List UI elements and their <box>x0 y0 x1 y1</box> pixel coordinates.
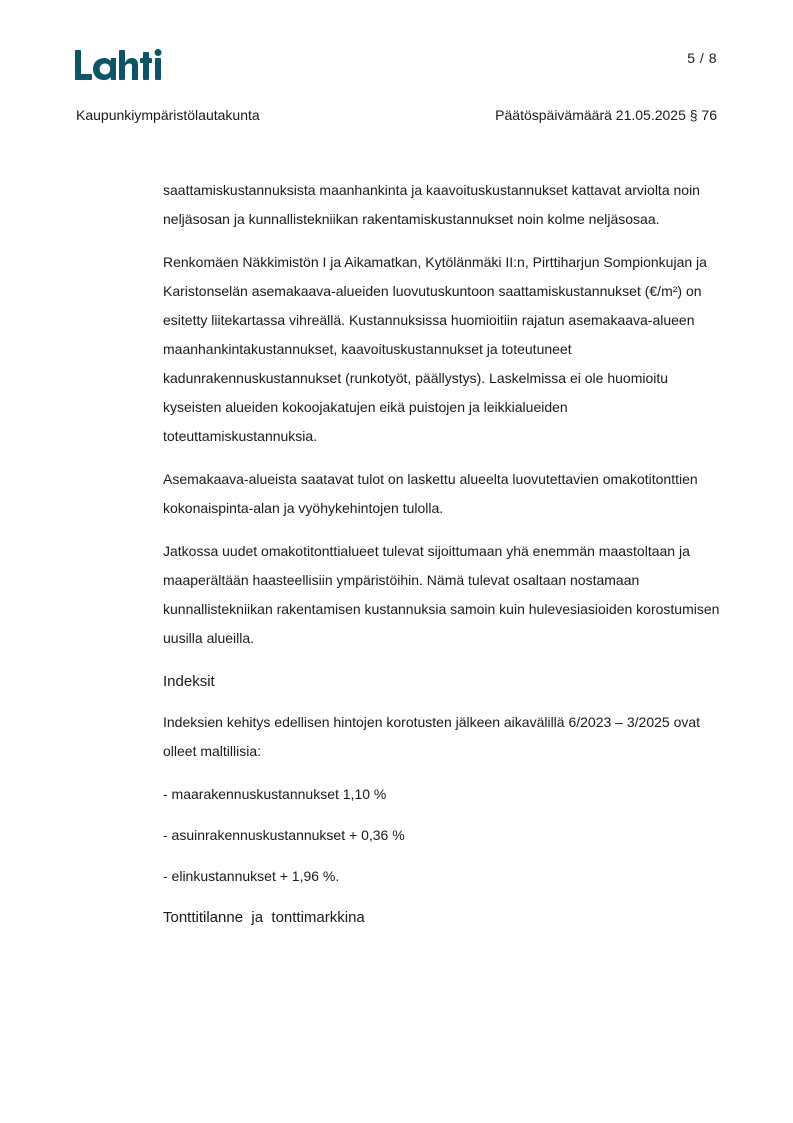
decision-date: Päätöspäivämäärä 21.05.2025 § 76 <box>495 107 717 123</box>
paragraph: saattamiskustannuksista maanhankinta ja kaavoituskustannukset kattavat arviolta noin neljäsosan ja kunnallistekniikan rakentamiskustannukset noin kolme neljäsosaa. <box>163 182 700 227</box>
document-body <box>163 176 723 944</box>
paragraph: Indeksien kehitys edellisen hintojen korotusten jälkeen aikavälillä 6/2023 – 3/2025 ovat olleet maltillisia: <box>163 714 701 759</box>
paragraph: Asemakaava-alueista saatavat tulot on laskettu alueelta luovutettavien omakotitonttien kokonaispinta-alan ja vyöhykehintojen tulolla. <box>163 471 698 516</box>
list-item: - asuinrakennuskustannukset + 0,36 % <box>163 827 405 843</box>
list-item: - elinkustannukset + 1,96 %. <box>163 868 340 884</box>
committee-name: Kaupunkiympäristölautakunta <box>76 107 260 123</box>
lahti-logo <box>75 48 167 82</box>
paragraph: Jatkossa uudet omakotitonttialueet tulevat sijoittumaan yhä enemmän maastoltaan ja maaperältään haasteellisiin ympäristöihin. Nämä tulevat osaltaan nostamaan kunnallistekniikan rakentamisen kustannuksia samoin kuin hulevesiasioiden korostumisen uusilla alueilla. <box>163 543 720 646</box>
paragraph: Renkomäen Näkkimistön I ja Aikamatkan, Kytölänmäki II:n, Pirttiharjun Sompionkujan ja Karistonselän asemakaava-alueiden luovutuskuntoon saattamiskustannukset (€/m²) on esitetty liitekartassa vihreällä. Kustannuksissa huomioitiin rajatun asemakaava-alueen maanhankintakustannukset, kaavoituskustannukset ja toteutuneet kadunrakennuskustannukset (runkotyöt, päällystys). Laskelmissa ei ole huomioitu kyseisten alueiden kokoojakatujen eikä puistojen ja leikkialueiden toteuttamiskustannuksia. <box>163 254 707 444</box>
section-heading-indeksit: Indeksit <box>163 673 215 690</box>
section-heading-tonttitilanne: Tonttitilanne ja tonttimarkkina <box>163 909 365 926</box>
list-item: - maarakennuskustannukset 1,10 % <box>163 786 387 802</box>
page-number: 5 / 8 <box>687 50 717 66</box>
